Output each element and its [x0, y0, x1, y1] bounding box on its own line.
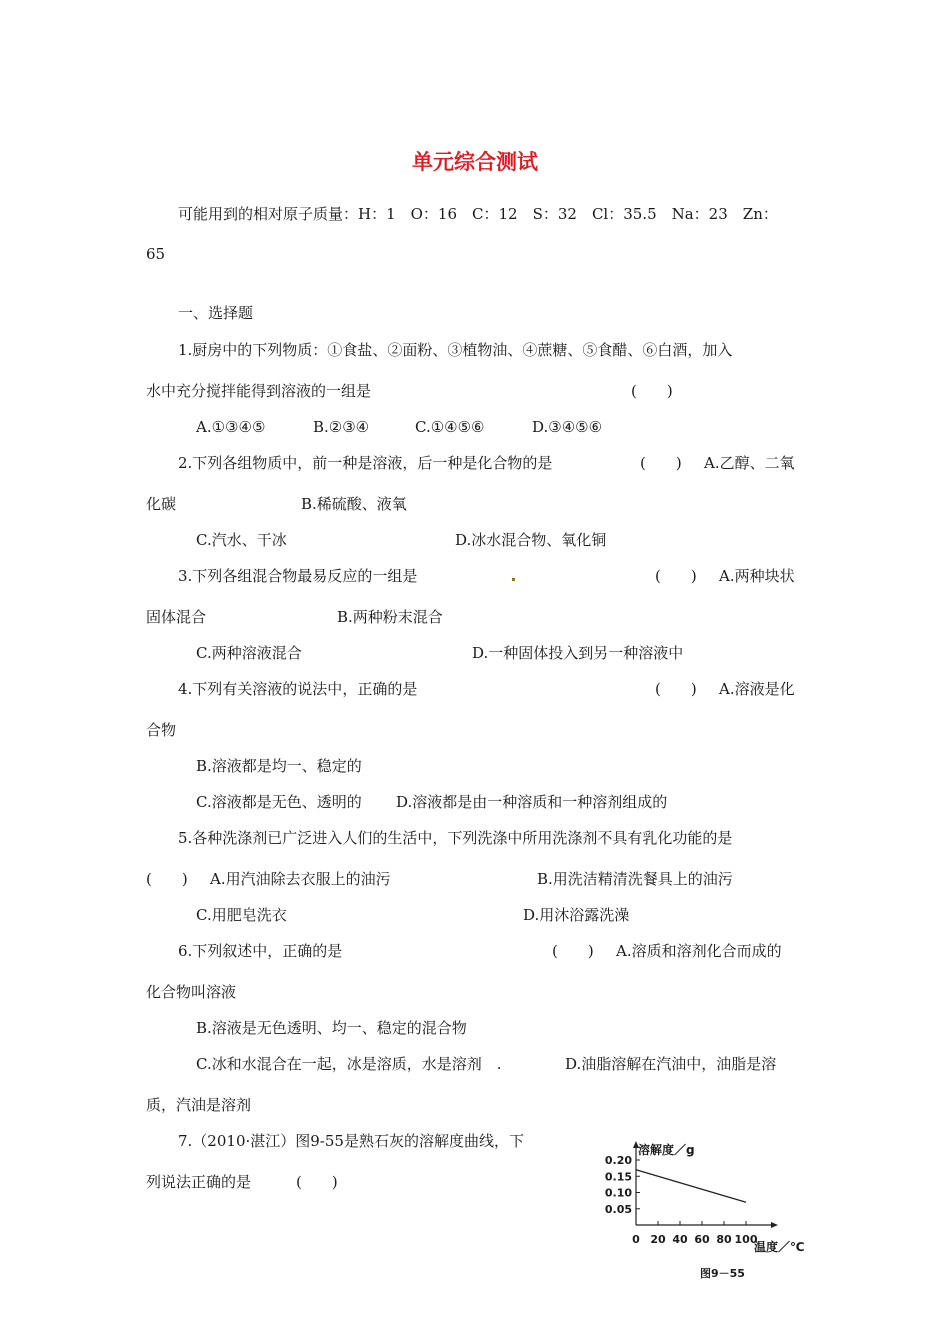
q6-option-d-part-2: 质，汽油是溶剂: [146, 1096, 252, 1114]
q2-stem: 2.下列各组物质中，前一种是溶液，后一种是化合物的是: [178, 454, 553, 472]
q2-option-c: C.汽水、干冰: [196, 531, 287, 549]
atomic-masses-line-1: 可能用到的相对原子质量：H：1 O：16 C：12 S：32 Cl：35.5 Na：23 Zn：: [178, 205, 778, 223]
q1-option-a: A.①③④⑤: [196, 418, 266, 436]
q3-option-b: B.两种粉末混合: [337, 608, 443, 626]
x-axis-arrow: [771, 1222, 778, 1228]
q1-stem-line-1: 1.厨房中的下列物质：①食盐、②面粉、③植物油、④蔗糖、⑤食醋、⑥白酒，加入: [178, 341, 733, 359]
page-title: 单元综合测试: [412, 150, 538, 174]
y-tick-label: 0.20: [604, 1154, 632, 1167]
q4-option-b: B.溶液都是均一、稳定的: [196, 757, 362, 775]
y-tick-label: 0.05: [604, 1202, 632, 1216]
q4-option-d: D.溶液都是由一种溶质和一种溶剂组成的: [396, 793, 668, 811]
q6-stem: 6.下列叙述中，正确的是: [178, 942, 343, 960]
y-tick-label: 0.10: [604, 1186, 632, 1200]
q6-option-b: B.溶液是无色透明、均一、稳定的混合物: [196, 1019, 467, 1037]
q3-option-d: D.一种固体投入到另一种溶液中: [472, 644, 684, 662]
q1-option-d: D.③④⑤⑥: [532, 418, 603, 436]
x-tick-label: 20: [650, 1233, 666, 1246]
q4-option-a-part-1: A.溶液是化: [719, 680, 795, 698]
q1-stem-line-2: 水中充分搅拌能得到溶液的一组是: [146, 382, 372, 400]
q3-option-a-part-1: A.两种块状: [719, 567, 795, 585]
x-axis-label: 温度／℃: [754, 1240, 805, 1254]
q4-option-a-part-2: 合物: [146, 721, 177, 739]
q5-option-d: D.用沐浴露洗澡: [523, 906, 630, 924]
q4-option-c: C.溶液都是无色、透明的: [196, 793, 362, 811]
y-tick-label: 0.15: [604, 1170, 632, 1184]
x-tick-label: 40: [672, 1233, 688, 1246]
atomic-masses-line-2: 65: [146, 245, 166, 263]
q4-stem: 4.下列有关溶液的说法中，正确的是: [178, 680, 418, 698]
q5-answer-paren: ( ): [146, 870, 188, 888]
q4-answer-paren: ( ): [655, 680, 697, 698]
x-tick-label: 0: [632, 1233, 640, 1246]
q3-answer-paren: ( ): [655, 567, 697, 585]
q7-stem-line-1: 7.（2010·湛江）图9-55是熟石灰的溶解度曲线，下: [178, 1132, 524, 1150]
q6-option-c: C.冰和水混合在一起，冰是溶质，水是溶剂 .: [196, 1055, 502, 1073]
q3-option-c: C.两种溶液混合: [196, 644, 302, 662]
q5-stem: 5.各种洗涤剂已广泛进入人们的生活中，下列洗涤中所用洗涤剂不具有乳化功能的是: [178, 829, 733, 847]
q2-option-b: B.稀硫酸、液氧: [301, 495, 407, 513]
solubility-curve: [636, 1170, 746, 1203]
x-tick-label: 60: [694, 1233, 710, 1246]
y-axis-label: 溶解度／g: [638, 1143, 695, 1157]
q5-option-b: B.用洗洁精清洗餐具上的油污: [537, 870, 733, 888]
q7-answer-paren: ( ): [296, 1173, 338, 1191]
q2-answer-paren: ( ): [640, 454, 682, 472]
q3-option-a-part-2: 固体混合: [146, 608, 207, 626]
q2-option-d: D.冰水混合物、氧化铜: [455, 531, 607, 549]
q7-stem-line-2: 列说法正确的是: [146, 1173, 252, 1191]
q5-option-c: C.用肥皂洗衣: [196, 906, 287, 924]
q6-option-a-part-2: 化合物叫溶液: [146, 983, 237, 1001]
q1-option-c: C.①④⑤⑥: [415, 418, 485, 436]
q6-option-d-part-1: D.油脂溶解在汽油中，油脂是溶: [565, 1055, 777, 1073]
x-tick-label: 100: [734, 1233, 758, 1246]
figure-caption: 图9－55: [700, 1267, 745, 1280]
q2-option-a-part-1: A.乙醇、二氧: [704, 454, 795, 472]
q2-option-a-part-2: 化碳: [146, 495, 177, 513]
solubility-chart: [600, 1138, 820, 1298]
q1-answer-paren: ( ): [631, 382, 673, 400]
q5-option-a: A.用汽油除去衣服上的油污: [210, 870, 391, 888]
q6-answer-paren: ( ): [552, 942, 594, 960]
x-tick-label: 80: [716, 1233, 732, 1246]
section-heading: 一、选择题: [178, 304, 254, 322]
stray-dot: [512, 578, 515, 581]
q3-stem: 3.下列各组混合物最易反应的一组是: [178, 567, 418, 585]
q1-option-b: B.②③④: [313, 418, 370, 436]
q6-option-a-part-1: A.溶质和溶剂化合而成的: [616, 942, 782, 960]
